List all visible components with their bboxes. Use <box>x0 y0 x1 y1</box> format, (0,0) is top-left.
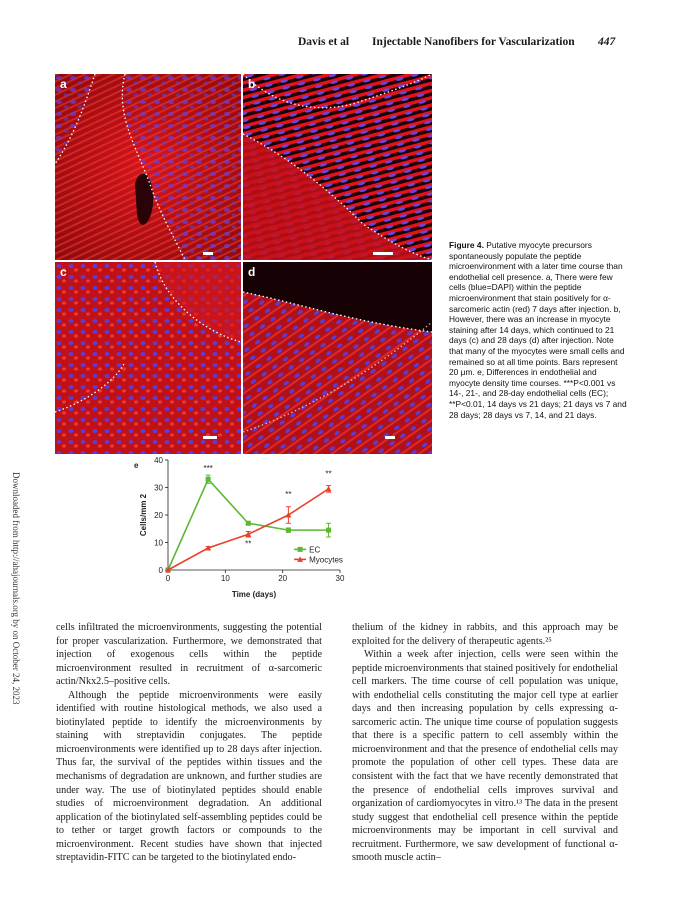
scale-bar <box>203 436 217 439</box>
paragraph: Although the peptide microenvironments were easily identified with routine histological methods, we also used a biotinylated peptide to identify the microenvironments by staining with streptavidin conjugates. The peptide microenvironments were identified up to 28 days after injection. Thus far, the survival of the peptides within tissues and the mechanisms of degradation are unknown, and further studies are under way. The use of biotinylated peptides should enable studies of microenvironment degradation. An additional application of the biotinylated self-assembling peptides could be to tether or target growth factors or compounds to the microenvironment. Recent studies have shown that injected streptavidin-FITC can be targeted to the biotinylated endo- <box>56 689 322 864</box>
chart-e <box>110 452 370 607</box>
running-header <box>298 36 616 48</box>
micrograph-b-image <box>243 74 432 260</box>
scale-bar <box>373 252 393 255</box>
panel-label-b: b <box>248 77 256 91</box>
y-axis-label: Cells/mm 2 <box>139 493 148 537</box>
micrograph-panel-d <box>243 262 432 454</box>
panel-label-c: c <box>60 265 67 279</box>
download-note <box>8 470 24 705</box>
micrograph-panel-b <box>243 74 432 260</box>
x-axis-label: Time (days) <box>231 590 277 599</box>
scale-bar <box>203 252 213 255</box>
x-tick-label: 30 <box>335 574 345 583</box>
x-tick-label: 20 <box>278 574 288 583</box>
significance-marker: *** <box>203 464 213 473</box>
micrograph-c-image <box>55 262 241 454</box>
panel-label-a: a <box>60 77 67 91</box>
paragraph: Within a week after injection, cells were seen within the peptide microenvironments that stained positively for endothelial cell markers. The time course of cell population was unique, with endothelial cells constituting the major cell type at earlier days and then increasing population by cells expressing α-sarcomeric actin. The unique time course of population suggests that there is a specific pattern to cell assembly within the microenvironment and that the presence of endothelial cells may promote the population of other cell types. These data are consistent with the fact that we have recently demonstrated that the presence of endothelial cells improves survival and organization of cardiomyocytes in vitro.¹³ The data in the present study suggest that endothelial cell presence within the peptide microenvironments may be important in cell survival and recruitment. Furthermore, we saw development of functional α-smooth muscle actin– <box>352 649 618 864</box>
panel-label-e: e <box>134 461 139 470</box>
y-tick-label: 0 <box>158 566 163 575</box>
paragraph: thelium of the kidney in rabbits, and this approach may be exploited for the delivery of therapeutic agents.²⁵ <box>352 622 618 647</box>
y-tick-label: 10 <box>154 538 163 548</box>
significance-marker: ** <box>285 490 292 500</box>
header-authors: Davis et al <box>298 36 350 48</box>
text-column-left <box>56 621 322 865</box>
data-point-ec <box>286 528 291 533</box>
data-point-ec <box>246 521 251 526</box>
micrograph-a-image <box>55 74 241 260</box>
micrograph-panel-a <box>55 74 241 260</box>
y-tick-label: 40 <box>154 456 163 465</box>
significance-marker: ** <box>245 539 252 549</box>
scale-bar <box>385 436 395 439</box>
caption-text: Putative myocyte precursors spontaneously populate the peptide microenvironment with a later time course than endothelial cell presence. a, There were few cells (blue=DAPI) within the peptide microenvironment that stain positively for α-sarcomeric actin (red) 7 days after injection. b, However, there was an increase in myocyte staining after 14 days, which continued to 21 days (c) and 28 days (d) after injection. Note that many of the myocytes were small cells and remained so at all time points. Bars represent 20 μm. e, Differences in endothelial and myocyte density time courses. ***P<0.001 vs 14-, 21-, and 28-day endothelial cells (EC); **P<0.01, 14 days vs 21 days; 21 days vs 7 and 28 days; 28 days vs 7, 14, and 21 days. <box>449 240 627 420</box>
x-tick-label: 10 <box>220 574 230 583</box>
download-note-text: Downloaded from http://ahajournals.org by on October 24, 2023 <box>11 472 21 705</box>
data-point-myocytes <box>326 486 332 492</box>
data-point-ec <box>326 528 331 533</box>
y-tick-label: 30 <box>154 483 163 493</box>
header-title: Injectable Nanofibers for Vascularization <box>372 36 575 48</box>
legend-label: EC <box>309 545 321 555</box>
x-tick-label: 0 <box>165 574 171 583</box>
text-column-right <box>352 621 618 865</box>
micrograph-panel-c <box>55 262 241 454</box>
page-number: 447 <box>598 36 616 48</box>
data-point-ec <box>206 477 211 482</box>
caption-label: Figure 4. <box>449 240 484 250</box>
panel-label-d: d <box>248 265 256 279</box>
paragraph: cells infiltrated the microenvironments, suggesting the potential for proper vascularization. Furthermore, we demonstrated that injection of exogenous cells within the peptide microenvironment resulted in recruitment of α-sarcomeric actin/Nkx2.5–positive cells. <box>56 622 322 688</box>
micrograph-d-image <box>243 262 432 454</box>
legend-label: Myocytes <box>309 555 343 565</box>
significance-marker: ** <box>325 469 332 479</box>
legend-marker <box>298 547 303 552</box>
y-tick-label: 20 <box>154 511 163 520</box>
figure-caption <box>449 240 629 420</box>
